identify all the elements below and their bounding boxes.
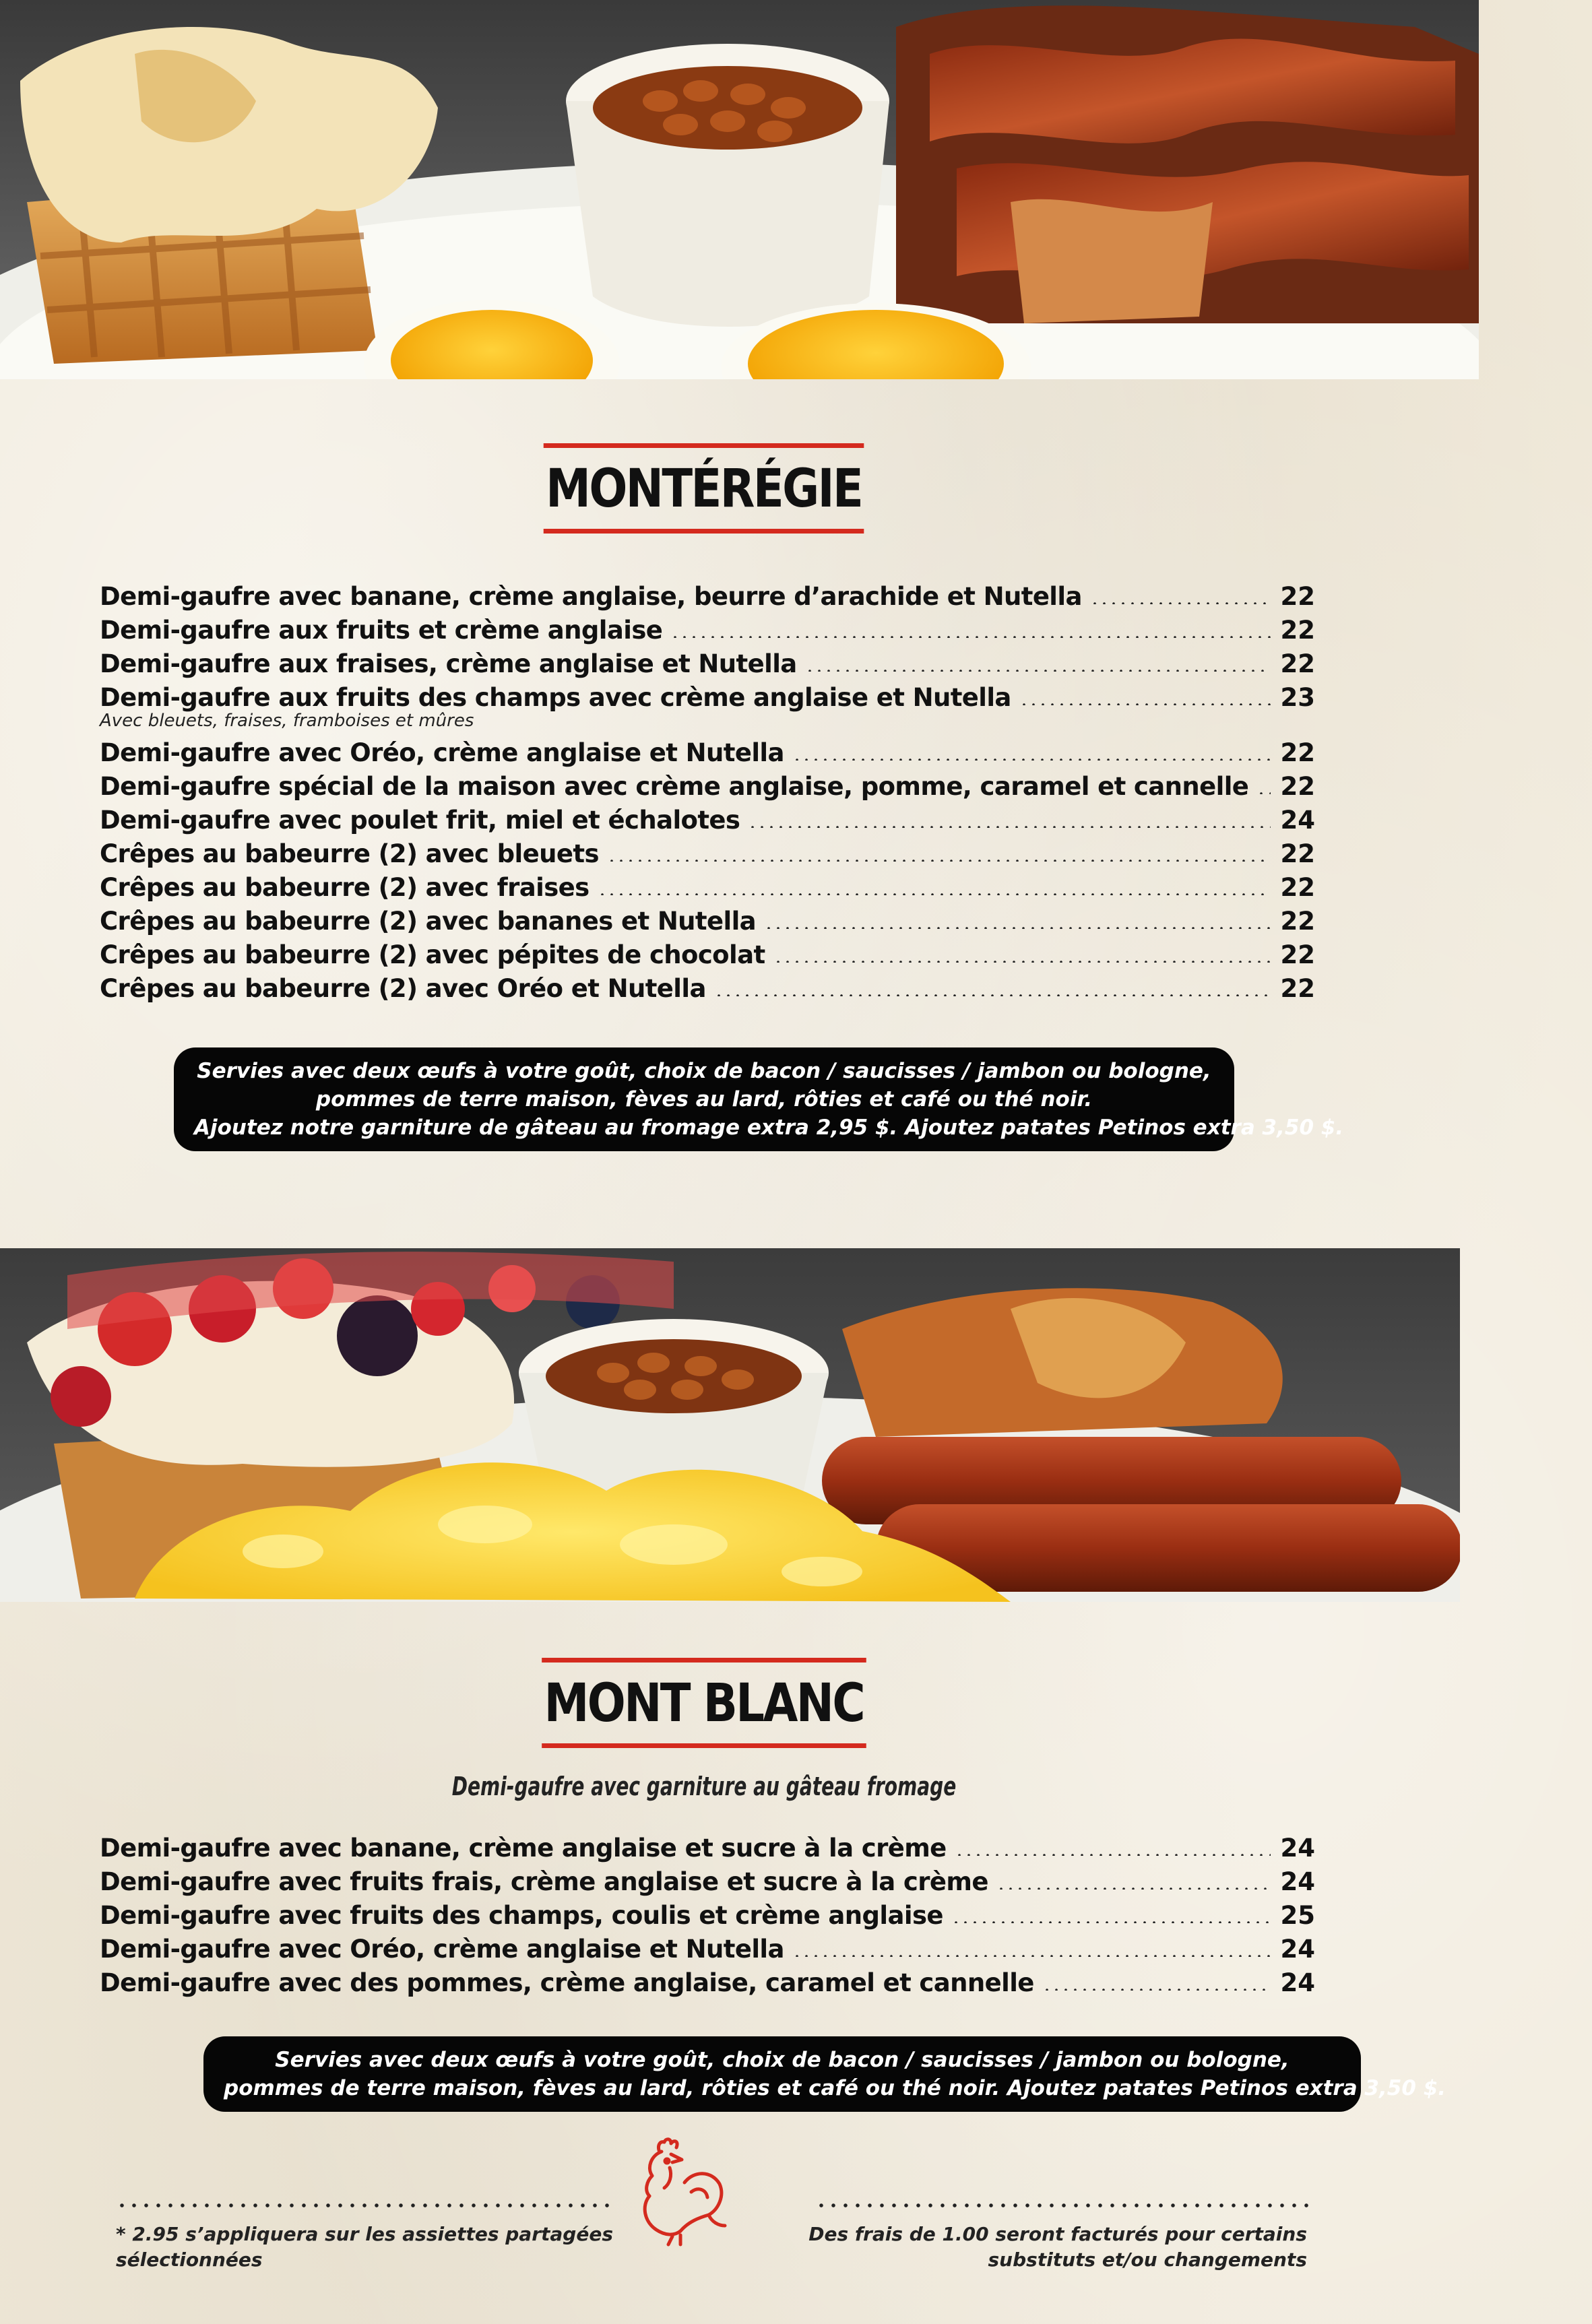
- menu-item-price: 22: [1280, 772, 1315, 801]
- menu-item-name: Demi-gaufre aux fraises, crème anglaise et Nutella: [100, 649, 797, 678]
- dot-leader: [805, 670, 1271, 672]
- menu-item-name: Demi-gaufre avec fruits des champs, coulis et crème anglaise: [100, 1901, 943, 1930]
- menu-item: [100, 969, 1315, 1003]
- menu-item: [100, 902, 1315, 936]
- menu-item-price: 22: [1280, 582, 1315, 611]
- menu-item: [100, 1964, 1315, 1997]
- menu-item-price: 22: [1280, 839, 1315, 868]
- dot-leader: [951, 1921, 1271, 1923]
- menu-item-price: 22: [1280, 649, 1315, 678]
- section-subtitle: Demi-gaufre avec garniture au gâteau fromage: [451, 1772, 957, 1801]
- footer-divider: [815, 2203, 1308, 2207]
- dot-leader: [670, 636, 1271, 638]
- menu-item: [100, 835, 1315, 868]
- menu-item: [100, 767, 1315, 801]
- menu-item-price: 24: [1280, 1834, 1315, 1863]
- menu-item-name: Crêpes au babeurre (2) avec pépites de chocolat: [100, 940, 765, 969]
- footer-note-right: [808, 2222, 1307, 2273]
- dot-leader: [1042, 1989, 1271, 1991]
- menu-item-price: 22: [1280, 738, 1315, 767]
- menu-item: [100, 678, 1315, 712]
- menu-item-name: Demi-gaufre avec Oréo, crème anglaise et Nutella: [100, 1935, 784, 1964]
- dot-leader: [955, 1854, 1271, 1856]
- breakfast-photo-bacon: [0, 0, 1479, 379]
- served-with-line: Ajoutez notre garniture de gâteau au fromage extra 2,95 $. Ajoutez patates Petinos extra 3,50 $.: [194, 1116, 1344, 1140]
- dot-leader: [748, 826, 1271, 828]
- menu-item-price: 24: [1280, 1968, 1315, 1997]
- menu-item-price: 24: [1280, 1935, 1315, 1964]
- footer-note-line: sélectionnées: [116, 2249, 263, 2271]
- menu-item-price: 22: [1280, 940, 1315, 969]
- served-with-line: pommes de terre maison, fèves au lard, rôties et café ou thé noir. Ajoutez patates Petinos extra 3,50 $.: [224, 2076, 1446, 2100]
- menu-item-name: Demi-gaufre avec poulet frit, miel et échalotes: [100, 806, 740, 835]
- menu-item: [100, 1930, 1315, 1964]
- menu-item: [100, 734, 1315, 767]
- footer-divider: [116, 2203, 609, 2207]
- menu-item: [100, 611, 1315, 645]
- menu-item-price: 22: [1280, 873, 1315, 902]
- dot-leader: [1256, 792, 1271, 794]
- menu-item-note: Avec bleuets, fraises, framboises et mûres: [100, 711, 474, 731]
- menu-item-name: Demi-gaufre avec fruits frais, crème anglaise et sucre à la crème: [100, 1867, 988, 1896]
- menu-item-price: 24: [1280, 1867, 1315, 1896]
- menu-item-name: Crêpes au babeurre (2) avec bleuets: [100, 839, 599, 868]
- dot-leader: [1019, 703, 1271, 705]
- menu-item: [100, 577, 1315, 611]
- menu-item-name: Demi-gaufre aux fruits et crème anglaise: [100, 616, 663, 645]
- menu-item-price: 22: [1280, 907, 1315, 936]
- menu-item-name: Crêpes au babeurre (2) avec bananes et Nutella: [100, 907, 757, 936]
- served-with-box: [174, 1047, 1344, 1151]
- menu-item-name: Crêpes au babeurre (2) avec fraises: [100, 873, 590, 902]
- breakfast-photo-sausages: [0, 1248, 1460, 1602]
- menu-item-name: Demi-gaufre avec Oréo, crème anglaise et Nutella: [100, 738, 784, 767]
- dot-leader: [714, 994, 1271, 996]
- section-title: MONTÉRÉGIE: [544, 443, 864, 534]
- menu-item-price: 22: [1280, 974, 1315, 1003]
- footer-note-line: * 2.95 s’appliquera sur les assiettes partagées: [116, 2223, 613, 2245]
- section-title: MONT BLANC: [542, 1658, 866, 1748]
- menu-item: [100, 936, 1315, 969]
- menu-item-name: Demi-gaufre avec banane, crème anglaise et sucre à la crème: [100, 1834, 947, 1863]
- section-title-wrap: [0, 1658, 1408, 1748]
- rooster-icon: [632, 2135, 733, 2247]
- menu-item-name: Demi-gaufre spécial de la maison avec crème anglaise, pomme, caramel et cannelle: [100, 772, 1249, 801]
- dot-leader: [792, 1955, 1271, 1957]
- menu-item: [100, 1829, 1315, 1863]
- menu-item-name: Demi-gaufre aux fruits des champs avec crème anglaise et Nutella: [100, 683, 1011, 712]
- menu-item-price: 23: [1280, 683, 1315, 712]
- menu-item-price: 22: [1280, 616, 1315, 645]
- dot-leader: [996, 1887, 1271, 1890]
- dot-leader: [598, 893, 1271, 895]
- footer-note-line: Des frais de 1.00 seront facturés pour certains: [808, 2223, 1307, 2245]
- dot-leader: [773, 961, 1271, 963]
- served-with-line: Servies avec deux œufs à votre goût, choix de bacon / saucisses / jambon ou bologne,: [275, 2048, 1289, 2072]
- menu-item: [100, 1896, 1315, 1930]
- dot-leader: [792, 758, 1271, 761]
- menu-item-name: Demi-gaufre avec banane, crème anglaise, beurre d’arachide et Nutella: [100, 582, 1082, 611]
- menu-item: [100, 801, 1315, 835]
- menu-item: [100, 1863, 1315, 1896]
- section-title-wrap: [0, 443, 1408, 534]
- menu-list: [100, 1829, 1315, 1997]
- served-with-box: [203, 2036, 1446, 2112]
- menu-item: [100, 868, 1315, 902]
- dot-leader: [1090, 602, 1271, 604]
- menu-item-name: Demi-gaufre avec des pommes, crème anglaise, caramel et cannelle: [100, 1968, 1034, 1997]
- footer-note-line: substituts et/ou changements: [988, 2249, 1307, 2271]
- dot-leader: [764, 927, 1271, 929]
- menu-item-price: 24: [1280, 806, 1315, 835]
- menu-list: [100, 577, 1315, 1003]
- menu-item: [100, 645, 1315, 678]
- menu-item-price: 25: [1280, 1901, 1315, 1930]
- served-with-line: Servies avec deux œufs à votre goût, choix de bacon / saucisses / jambon ou bologne,: [197, 1059, 1211, 1083]
- footer-note-left: [116, 2222, 613, 2273]
- dot-leader: [607, 860, 1271, 862]
- served-with-line: pommes de terre maison, fèves au lard, rôties et café ou thé noir.: [315, 1087, 1093, 1111]
- menu-item-name: Crêpes au babeurre (2) avec Oréo et Nutella: [100, 974, 706, 1003]
